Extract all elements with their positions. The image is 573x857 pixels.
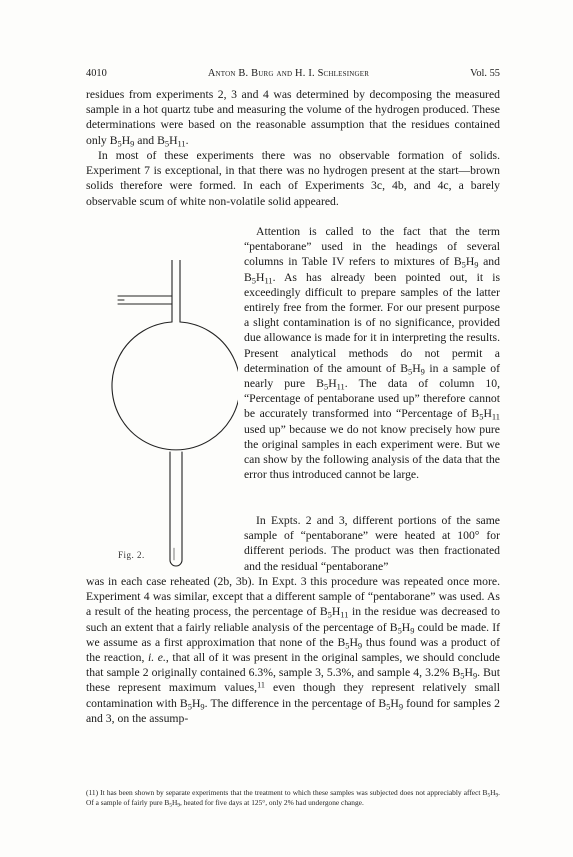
bulb-outline — [112, 322, 238, 450]
body-paragraph-4-continued: was in each case reheated (2b, 3b). In Expt. 3 this procedure was repeated once more. Experiment 4 was similar, except that a different sample of “pentaborane” was used. As a result of the heating process, the percentage of $B_5H_{11}$ in the residue was decreased to such an extent that a fairly reliable analysis of the percentage of $B_5H_9$ could be made. If we assume as a first approximation that none of the $B_5H_9$ thus found was a product of the reaction, i. e., that all of it was present in the original samples, we should conclude that sample 2 originally contained 6.3%, sample 3, 5.3%, and sample 4, 3.2% $B_5H_9$. But these represent maximum values,$^{11}$ even though they represent relatively small contamination with $B_5H_9$. The difference in the percentage of $B_5H_9$ found for samples 2 and 3, on the assump- — [86, 575, 501, 725]
volume-label: Vol. 55 — [470, 68, 500, 79]
figure-2-bulb-drawing — [84, 260, 238, 570]
body-paragraph-2: In most of these experiments there was no observable formation of solids. Experiment 7 is exceptional, in that there was no hydrogen present at the start—brown solids therefore were formed. In each of Experiments 3c, 4b, and 4c, a barely observable scum of white non-volatile solid appeared. — [86, 149, 500, 208]
page-number: 4010 — [86, 68, 107, 79]
running-header — [86, 68, 500, 82]
body-paragraph-4-side: In Expts. 2 and 3, different portions of the same sample of “pentaborane” were heated at 100° for different periods. The product was then fractionated and the residual “pentaborane” — [244, 514, 500, 573]
body-paragraph-1: residues from experiments 2, 3 and 4 was determined by decomposing the measured sample in a hot quartz tube and measuring the volume of the hydrogen produced. These determinations were based on the reasonable assumption that the residues contained only $B_5H_9$ and $B_5H_{11}$. — [86, 88, 500, 149]
figure-caption: Fig. 2. — [118, 550, 145, 560]
body-paragraph-3: Attention is called to the fact that the term “pentaborane” used in the headings of several columns in Table IV refers to mixtures of $B_5H_9$ and $B_5H_{11}$. As has already been pointed out, it is exceedingly difficult to prepare samples of the latter entirely free from the former. For our present purpose a slight contamination is of no significance, provided due allowance is made for it in interpreting the results. Present analytical methods do not permit a determination of the amount of $B_5H_9$ in a sample of nearly pure $B_5H_{11}$. The data of column 10, “Percentage of pentaborane used up” therefore cannot be accurately transformed into “Percentage of $B_5H_{11}$ used up” because we do not know precisely how pure the original samples in each experiment were. But we can show by the following analysis of the data that the error thus introduced cannot be large. — [244, 225, 501, 482]
running-head-authors: Anton B. Burg and H. I. Schlesinger — [207, 68, 370, 79]
footnote-11: (11) It has been shown by separate experiments that the treatment to which these samples was subjected does not appreciably affect $B_5H_9$. Of a sample of fairly pure $B_5H_9$, heated for five days at 125°, only 2% had undergone change. — [86, 788, 500, 809]
bottom-tube — [170, 452, 182, 566]
